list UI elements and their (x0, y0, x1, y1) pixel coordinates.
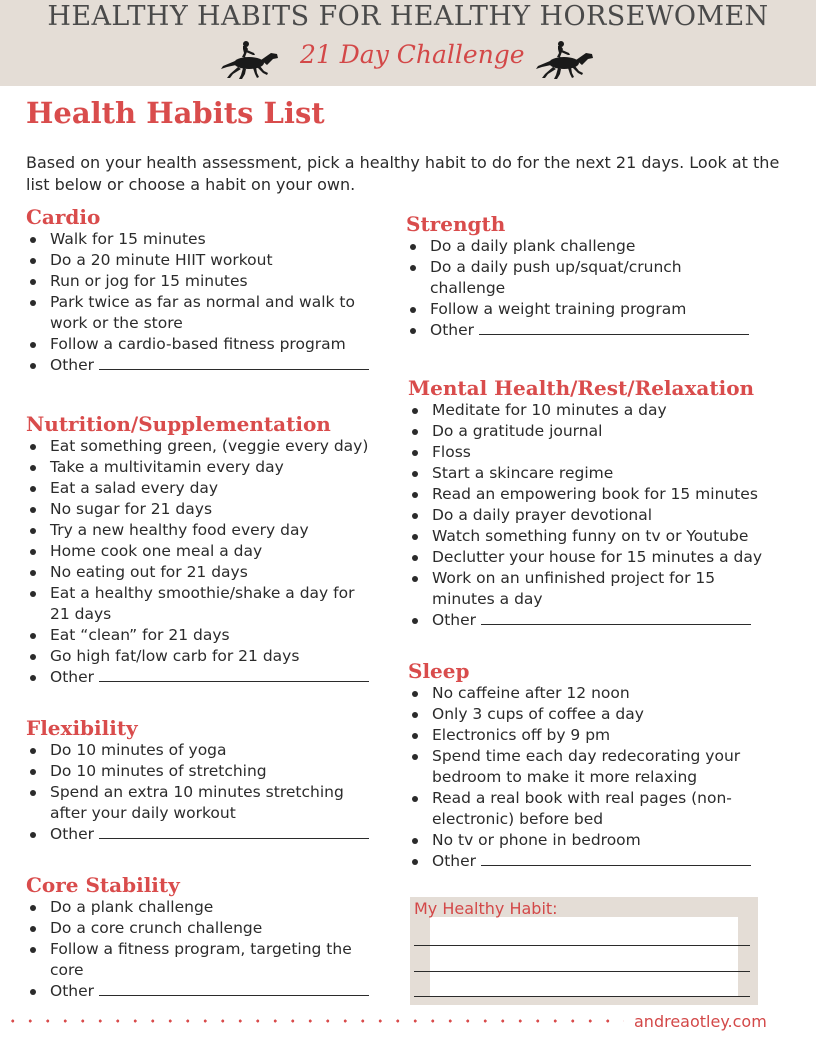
list-item: Read an empowering book for 15 minutes (408, 484, 778, 505)
section-nutrition (26, 412, 378, 688)
fill-in-blank[interactable] (99, 981, 369, 996)
list-item: No tv or phone in bedroom (408, 830, 768, 851)
list-item: Watch something funny on tv or Youtube (408, 526, 778, 547)
other-item (408, 851, 768, 872)
list-item: Read a real book with real pages (non-electronic) before bed (408, 788, 752, 830)
other-label: Other (50, 825, 95, 843)
habit-list (406, 236, 766, 341)
list-item: Spend an extra 10 minutes stretching after your daily workout (26, 782, 376, 824)
section-cardio (26, 205, 376, 376)
section-title: Strength (406, 212, 506, 236)
list-item: Walk for 15 minutes (26, 229, 376, 250)
fill-in-blank[interactable] (481, 851, 751, 866)
habit-list (408, 683, 768, 872)
list-item: Only 3 cups of coffee a day (408, 704, 768, 725)
list-item: Meditate for 10 minutes a day (408, 400, 778, 421)
fill-in-blank[interactable] (479, 320, 749, 335)
habit-write-line[interactable] (414, 996, 750, 997)
other-label: Other (50, 356, 95, 374)
list-item: Do a daily push up/squat/crunch challenge (406, 257, 700, 299)
habit-list (26, 897, 376, 1002)
section-title: Sleep (408, 659, 470, 683)
other-label: Other (430, 321, 475, 339)
list-item: Park twice as far as normal and walk to work or the store (26, 292, 376, 334)
list-item: Follow a fitness program, targeting the core (26, 939, 376, 981)
list-item: Do a daily prayer devotional (408, 505, 778, 526)
other-item (26, 355, 376, 376)
list-item: Do a 20 minute HIIT workout (26, 250, 376, 271)
section-sleep (408, 659, 768, 872)
list-item: Declutter your house for 15 minutes a day (408, 547, 778, 568)
list-item: Do a plank challenge (26, 897, 376, 918)
dotted-divider (4, 1016, 624, 1026)
list-item: Follow a cardio-based fitness program (26, 334, 376, 355)
list-item: Home cook one meal a day (26, 541, 378, 562)
list-item: Follow a weight training program (406, 299, 766, 320)
header-banner (0, 0, 816, 86)
list-item: Start a skincare regime (408, 463, 778, 484)
header-title: HEALTHY HABITS FOR HEALTHY HORSEWOMEN (47, 1, 769, 32)
list-item: Do a daily plank challenge (406, 236, 766, 257)
section-title: Core Stability (26, 873, 180, 897)
habit-write-line[interactable] (414, 971, 750, 972)
other-label: Other (432, 852, 477, 870)
list-item: Electronics off by 9 pm (408, 725, 768, 746)
list-item: No caffeine after 12 noon (408, 683, 768, 704)
other-item (26, 667, 378, 688)
section-title: Nutrition/Supplementation (26, 412, 331, 436)
list-item: Run or jog for 15 minutes (26, 271, 376, 292)
section-title: Mental Health/Rest/Relaxation (408, 376, 755, 400)
horse-rider-icon (532, 40, 598, 80)
my-healthy-habit-box (410, 897, 758, 1005)
section-strength (406, 212, 766, 341)
list-item: Try a new healthy food every day (26, 520, 378, 541)
fill-in-blank[interactable] (99, 824, 369, 839)
other-item (26, 981, 376, 1002)
list-item: Spend time each day redecorating your bedroom to make it more relaxing (408, 746, 768, 788)
intro-paragraph: Based on your health assessment, pick a healthy habit to do for the next 21 days. Look at the list below or choose a habit on your own. (26, 153, 780, 194)
section-title: Cardio (26, 205, 101, 229)
list-item: Do 10 minutes of stretching (26, 761, 376, 782)
other-label: Other (50, 982, 95, 1000)
horse-rider-icon (217, 40, 283, 80)
habit-list (26, 436, 378, 688)
fill-in-blank[interactable] (99, 667, 369, 682)
section-mental-health (408, 376, 778, 631)
section-flexibility (26, 716, 376, 845)
list-item: Do a gratitude journal (408, 421, 778, 442)
habit-list (26, 229, 376, 376)
other-item (26, 824, 376, 845)
fill-in-blank[interactable] (99, 355, 369, 370)
other-item (408, 610, 778, 631)
list-item: Do a core crunch challenge (26, 918, 376, 939)
other-label: Other (432, 611, 477, 629)
habit-box-inner (430, 917, 738, 997)
page-title: Health Habits List (26, 96, 325, 130)
list-item: Eat a salad every day (26, 478, 378, 499)
habit-box-label: My Healthy Habit: (414, 899, 558, 918)
list-item: Eat something green, (veggie every day) (26, 436, 378, 457)
website-link[interactable]: andreaotley.com (634, 1012, 767, 1031)
habit-list (26, 740, 376, 845)
fill-in-blank[interactable] (481, 610, 751, 625)
header-subtitle: 21 Day Challenge (300, 40, 525, 69)
list-item: Eat “clean” for 21 days (26, 625, 378, 646)
list-item: Go high fat/low carb for 21 days (26, 646, 378, 667)
habit-write-line[interactable] (414, 945, 750, 946)
section-core-stability (26, 873, 376, 1002)
list-item: Work on an unfinished project for 15 minutes a day (408, 568, 732, 610)
habit-list (408, 400, 778, 631)
list-item: Eat a healthy smoothie/shake a day for 21 days (26, 583, 378, 625)
list-item: No sugar for 21 days (26, 499, 378, 520)
list-item: Do 10 minutes of yoga (26, 740, 376, 761)
list-item: Take a multivitamin every day (26, 457, 378, 478)
list-item: No eating out for 21 days (26, 562, 378, 583)
section-title: Flexibility (26, 716, 138, 740)
other-label: Other (50, 668, 95, 686)
list-item: Floss (408, 442, 778, 463)
other-item (406, 320, 766, 341)
